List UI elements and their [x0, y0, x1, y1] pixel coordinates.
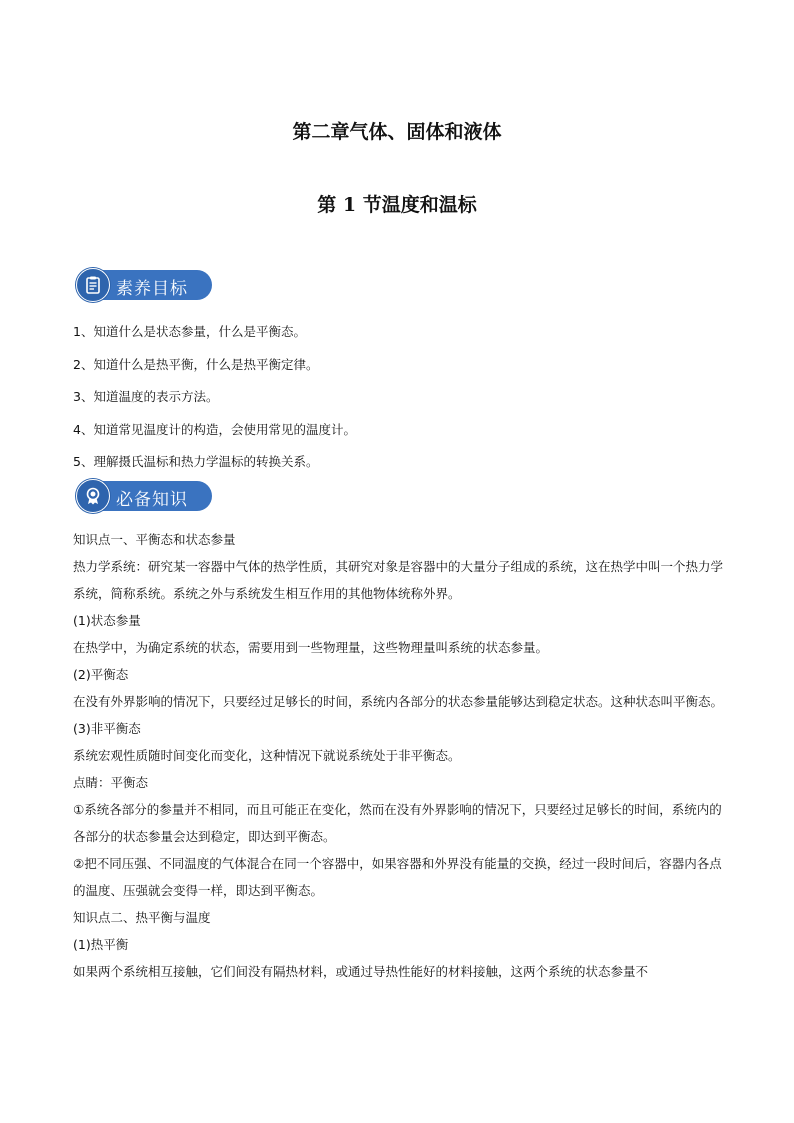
goals-banner-label: 素养目标: [116, 279, 188, 299]
list-item: 1、知道什么是状态参量，什么是平衡态。: [73, 324, 306, 339]
paragraph: 热力学系统：研究某一容器中气体的热学性质，其研究对象是容器中的大量分子组成的系统，这在热学中叫一个热力学系统，简称系统。系统之外与系统发生相互作用的其他物体统称外界。: [73, 559, 724, 601]
subheading: (3)非平衡态: [73, 721, 141, 736]
clipboard-icon: [76, 268, 110, 302]
heading-knowledge-point-2: 知识点二、热平衡与温度: [73, 910, 211, 925]
subheading: 点睛：平衡态: [73, 775, 149, 790]
paragraph: 在没有外界影响的情况下，只要经过足够长的时间，系统内各部分的状态参量能够达到稳定状态。这种状态叫平衡态。: [73, 694, 724, 709]
subheading: (2)平衡态: [73, 667, 129, 682]
goals-list: [73, 322, 356, 485]
knowledge-banner-label: 必备知识: [116, 490, 188, 510]
goals-banner: [76, 268, 212, 302]
section-title: 第 1 节温度和温标: [317, 194, 477, 216]
paragraph: 如果两个系统相互接触，它们间没有隔热材料，或通过导热性能好的材料接触，这两个系统的状态参量不: [73, 964, 649, 979]
heading-knowledge-point-1: 知识点一、平衡态和状态参量: [73, 532, 236, 547]
list-item: 4、知道常见温度计的构造，会使用常见的温度计。: [73, 421, 356, 437]
paragraph: 在热学中，为确定系统的状态，需要用到一些物理量，这些物理量叫系统的状态参量。: [73, 640, 549, 655]
paragraph: ①系统各部分的参量并不相同，而且可能正在变化，然而在没有外界影响的情况下，只要经过足够长的时间，系统内的各部分的状态参量会达到稳定，即达到平衡态。: [73, 802, 722, 844]
subheading: (1)状态参量: [73, 613, 141, 628]
paragraph: 系统宏观性质随时间变化而变化，这种情况下就说系统处于非平衡态。: [73, 748, 461, 763]
chapter-title: 第二章气体、固体和液体: [292, 121, 502, 143]
knowledge-banner: [76, 479, 212, 513]
knowledge-content: [73, 526, 728, 985]
paragraph: ②把不同压强、不同温度的气体混合在同一个容器中，如果容器和外界没有能量的交换，经过一段时间后，容器内各点的温度、压强就会变得一样，即达到平衡态。: [73, 856, 722, 898]
subheading: (1)热平衡: [73, 937, 129, 952]
list-item: 3、知道温度的表示方法。: [73, 389, 219, 404]
award-ribbon-icon: [76, 479, 110, 513]
list-item: 2、知道什么是热平衡，什么是热平衡定律。: [73, 356, 319, 372]
list-item: 5、理解摄氏温标和热力学温标的转换关系。: [73, 454, 319, 469]
